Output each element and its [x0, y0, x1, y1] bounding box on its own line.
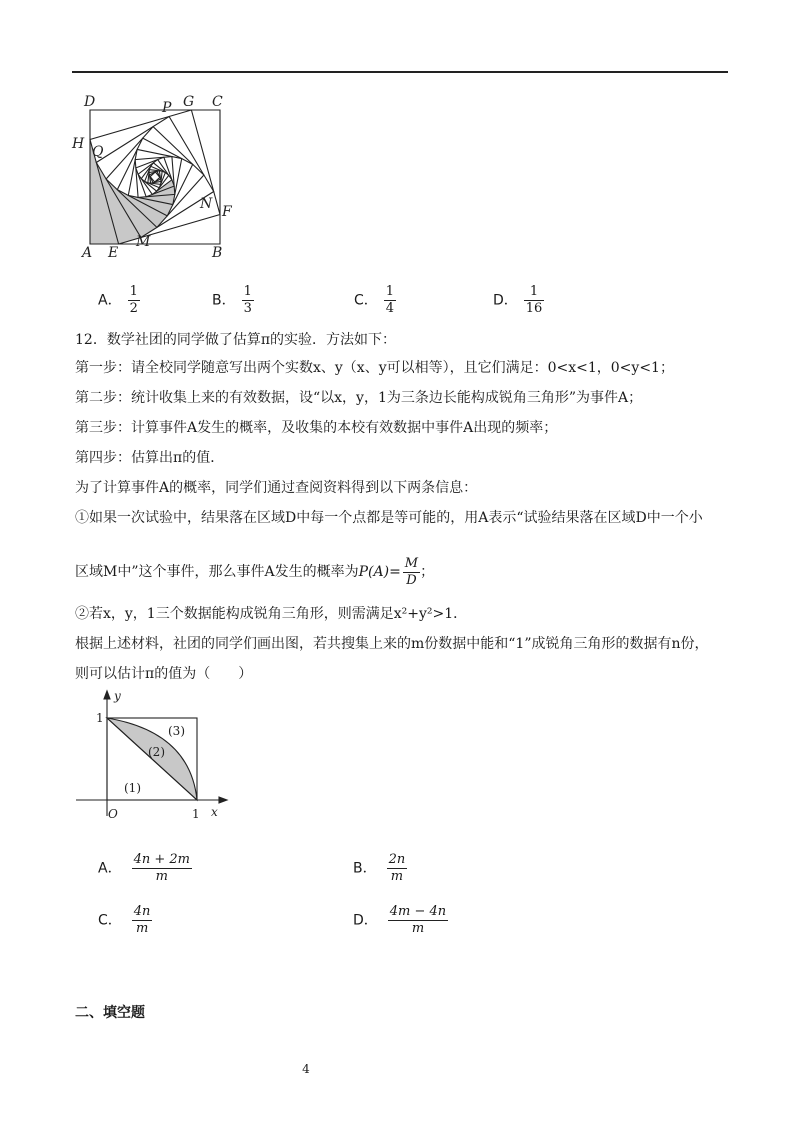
fraction: $\frac{1}{2}$ [129, 284, 138, 316]
label-H: H [72, 136, 85, 152]
q12-conclusion-b: 则可以估计π的值为（ ） [75, 666, 253, 682]
fraction: $\frac{4m - 4n}{m}$ [389, 904, 447, 936]
q12-step1: 第一步：请全校同学随意写出两个实数x、y（x、y可以相等），且它们满足：0<x<1，0<y<1； [75, 360, 674, 376]
x-axis-label: x [211, 805, 218, 819]
q12-info1-a: ①如果一次试验中，结果落在区域D中每一个点都是等可能的，用A表示“试验结果落在区域D中一个小 [75, 510, 703, 526]
q12-option-a[interactable]: A． $\frac{4n + 2m}{m}$ [98, 852, 190, 884]
spiral-square-figure [70, 90, 240, 262]
label-Q: Q [92, 144, 104, 160]
q12-option-c[interactable]: C． $\frac{4n}{m}$ [98, 904, 151, 936]
label-N: N [200, 196, 213, 212]
q12-conclusion-a: 根据上述材料，社团的同学们画出图，若共搜集上来的m份数据中能和“1”成锐角三角形的数据有n份， [75, 636, 709, 652]
x-one-label: 1 [192, 807, 200, 821]
q12-step4: 第四步：估算出π的值． [75, 450, 225, 466]
q12-step3: 第三步：计算事件A发生的概率，及收集的本校有效数据中事件A出现的频率； [75, 420, 558, 436]
page-number: 4 [302, 1062, 310, 1076]
section-title: 二、填空题 [75, 1005, 145, 1021]
y-axis-label: y [114, 689, 121, 703]
label-G: G [183, 94, 195, 110]
q12-info1-b: 区域M中”这个事件，那么事件A发生的概率为P(A)= $\frac{M}{D}$ ； [75, 555, 435, 588]
fraction: $\frac{4n + 2m}{m}$ [133, 852, 190, 884]
formula-lhs: P(A)= [358, 564, 401, 580]
q12-step2: 第二步：统计收集上来的有效数据，设“以x，y，1为三条边长能构成锐角三角形”为事件A； [75, 390, 643, 406]
region-1-label: (1) [124, 781, 141, 795]
y-axis-arrow [104, 691, 110, 699]
label-E: E [108, 245, 119, 261]
fraction: $\frac{2n}{m}$ [388, 852, 406, 884]
q12-option-d[interactable]: D． $\frac{4m - 4n}{m}$ [353, 904, 447, 936]
q12-option-b[interactable]: B． $\frac{2n}{m}$ [353, 852, 406, 884]
y-one-label: 1 [96, 711, 104, 725]
x-axis-arrow [219, 797, 227, 803]
header-rule [72, 71, 728, 73]
label-C: C [212, 94, 223, 110]
label-A: A [82, 245, 93, 261]
fraction: $\frac{4n}{m}$ [133, 904, 151, 936]
label-M: M [136, 234, 151, 250]
label-P: P [162, 100, 172, 116]
q12-info2: ②若x，y，1三个数据能构成锐角三角形，则需满足x²+y²>1． [75, 606, 468, 622]
label-B: B [212, 245, 223, 261]
fraction: $\frac{1}{3}$ [243, 284, 252, 316]
label-D: D [84, 94, 96, 110]
fraction: $\frac{1}{16}$ [525, 284, 543, 316]
formula-fraction: $\frac{M}{D}$ [404, 555, 419, 588]
fraction: $\frac{1}{4}$ [385, 284, 395, 316]
origin-label: O [108, 807, 118, 821]
q11-option-d[interactable]: D． $\frac{1}{16}$ [493, 284, 543, 316]
region-3-label: (3) [168, 724, 185, 738]
unit-square-figure [74, 688, 234, 828]
q11-option-a[interactable]: A． $\frac{1}{2}$ [98, 284, 138, 316]
q12-info-intro: 为了计算事件A的概率，同学们通过查阅资料得到以下两条信息： [75, 480, 478, 496]
label-F: F [222, 204, 232, 220]
q12-intro: 12．数学社团的同学做了估算π的实验．方法如下： [75, 332, 397, 348]
q11-option-c[interactable]: C． $\frac{1}{4}$ [354, 284, 395, 316]
region-2-label: (2) [148, 745, 165, 759]
q11-option-b[interactable]: B． $\frac{1}{3}$ [212, 284, 252, 316]
